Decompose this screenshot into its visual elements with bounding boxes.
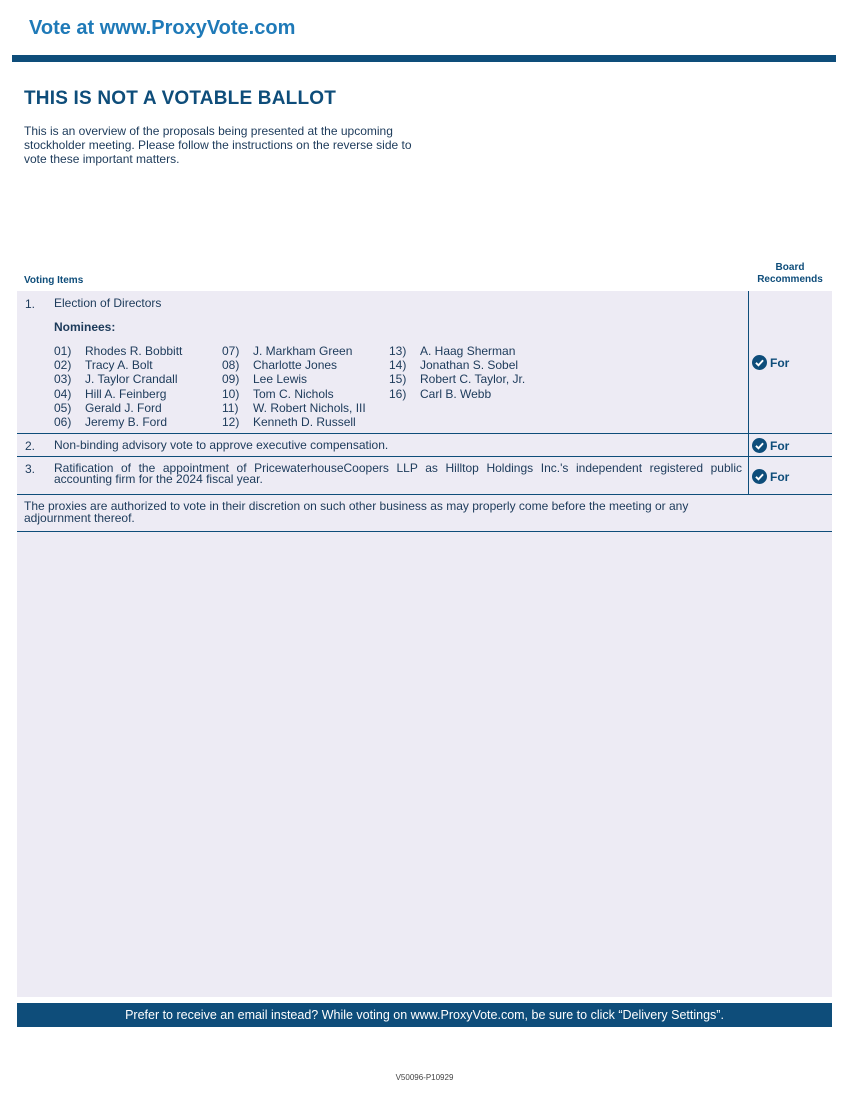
nominee: 03) J. Taylor Crandall <box>54 372 178 387</box>
item-3-recommendation <box>752 469 789 484</box>
document-code: V50096-P10929 <box>395 1073 454 1082</box>
discretion-note: The proxies are authorized to vote in their discretion on such other business as may properly come before the meeting or any adjournment thereof. <box>24 499 689 525</box>
nominee-column-1 <box>54 344 182 429</box>
nominee: 13) A. Haag Sherman <box>389 344 516 358</box>
item-divider <box>17 433 832 434</box>
nominee: 08) Charlotte Jones <box>222 358 338 373</box>
nominee-column-3 <box>389 344 525 401</box>
item-2-text: Non-binding advisory vote to approve executive compensation. <box>54 438 389 452</box>
nominee: 01) Rhodes R. Bobbitt <box>54 344 183 358</box>
vote-link-title: Vote at www.ProxyVote.com <box>29 17 296 39</box>
header-divider-bar <box>12 55 836 62</box>
recommendation-column-divider <box>748 291 749 495</box>
board-recommends-header <box>748 262 832 286</box>
nominee: 11) W. Robert Nichols, III <box>222 400 366 415</box>
item-3-text: Ratification of the appointment of PricewaterhouseCoopers LLP as Hilltop Holdings Inc.'s independent registered public accounting firm for the 2024 fiscal year. <box>54 461 742 486</box>
item-1-text: Election of Directors <box>54 296 162 310</box>
nominee: 15) Robert C. Taylor, Jr. <box>389 372 526 387</box>
item-1-number: 1. <box>25 297 36 311</box>
recommendation-label: For <box>770 355 790 370</box>
section-divider <box>17 531 832 532</box>
email-notice-text: Prefer to receive an email instead? While voting on www.ProxyVote.com, be sure to click “Delivery Settings”. <box>125 1008 724 1022</box>
nominee: 10) Tom C. Nichols <box>222 386 334 401</box>
item-2-number: 2. <box>25 439 36 453</box>
nominee: 16) Carl B. Webb <box>389 386 492 401</box>
nominees-label: Nominees: <box>54 320 116 334</box>
check-circle-icon <box>752 355 767 370</box>
ballot-heading: THIS IS NOT A VOTABLE BALLOT <box>24 88 337 109</box>
overview-text: This is an overview of the proposals being presented at the upcoming stockholder meeting. Please follow the instructions on the reverse side to vote these important matters. <box>24 124 412 166</box>
item-divider <box>17 456 832 457</box>
board-header-line2: Recommends <box>757 274 823 285</box>
check-circle-icon <box>752 469 767 484</box>
nominee: 05) Gerald J. Ford <box>54 400 162 415</box>
nominee: 04) Hill A. Feinberg <box>54 386 167 401</box>
item-2-recommendation <box>752 438 789 453</box>
nominee: 09) Lee Lewis <box>222 372 308 387</box>
voting-items-header: Voting Items <box>24 275 84 286</box>
email-notice-bar <box>17 1003 832 1027</box>
item-1-recommendation <box>752 355 789 370</box>
nominee-column-2 <box>222 344 366 429</box>
nominee: 12) Kenneth D. Russell <box>222 415 356 430</box>
board-header-line1: Board <box>775 262 805 273</box>
recommendation-label: For <box>770 469 790 484</box>
item-3-number: 3. <box>25 462 36 476</box>
nominee: 07) J. Markham Green <box>222 344 353 358</box>
check-circle-icon <box>752 438 767 453</box>
nominee: 06) Jeremy B. Ford <box>54 415 168 430</box>
nominee: 02) Tracy A. Bolt <box>54 358 153 373</box>
nominee: 14) Jonathan S. Sobel <box>389 358 519 373</box>
recommendation-label: For <box>770 438 790 453</box>
item-divider <box>17 494 832 495</box>
